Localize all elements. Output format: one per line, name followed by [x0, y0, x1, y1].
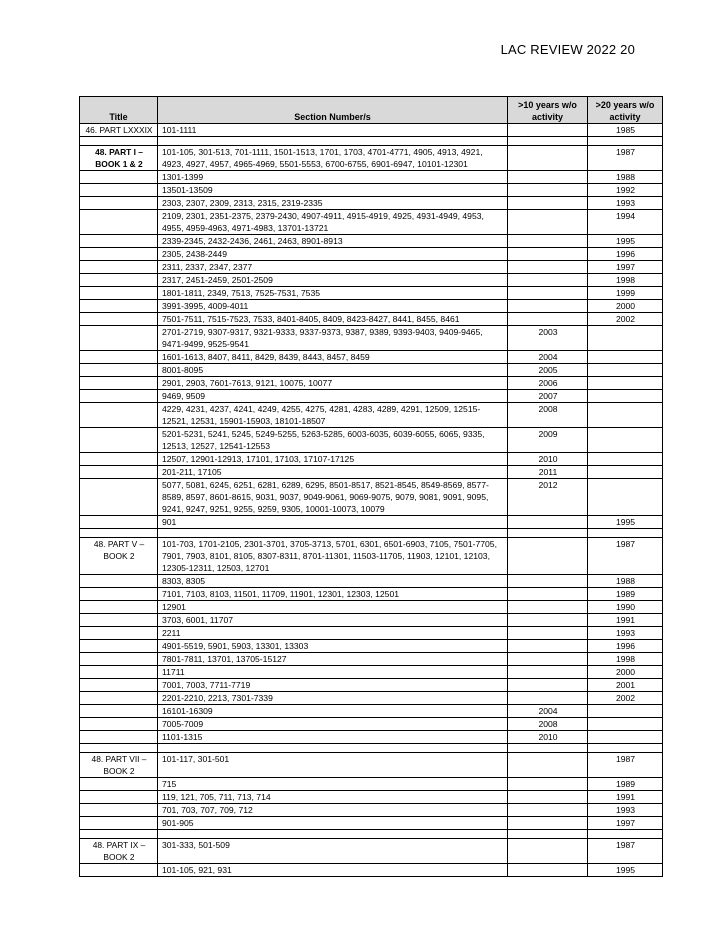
column-header-10-years: >10 years w/o activity	[508, 97, 588, 124]
ten-years-cell	[508, 692, 588, 705]
twenty-years-cell	[588, 390, 663, 403]
twenty-years-cell: 1993	[588, 627, 663, 640]
table-row	[80, 479, 663, 516]
twenty-years-cell: 1993	[588, 804, 663, 817]
title-cell	[80, 864, 158, 877]
twenty-years-cell: 1991	[588, 791, 663, 804]
section-numbers-cell: 2303, 2307, 2309, 2313, 2315, 2319-2335	[158, 197, 508, 210]
section-numbers-cell: 2311, 2337, 2347, 2377	[158, 261, 508, 274]
section-numbers-cell: 101-1111	[158, 124, 508, 137]
empty-cell	[158, 830, 508, 839]
table-row	[80, 804, 663, 817]
table-spacer-row	[80, 529, 663, 538]
ten-years-cell	[508, 197, 588, 210]
table-row	[80, 274, 663, 287]
table-row	[80, 666, 663, 679]
empty-cell	[158, 137, 508, 146]
title-cell: 48. PART VII – BOOK 2	[80, 753, 158, 778]
title-cell	[80, 692, 158, 705]
title-cell	[80, 705, 158, 718]
section-numbers-cell: 16101-16309	[158, 705, 508, 718]
table-row	[80, 864, 663, 877]
ten-years-cell: 2008	[508, 403, 588, 428]
ten-years-cell	[508, 274, 588, 287]
table-row	[80, 627, 663, 640]
section-numbers-cell: 3991-3995, 4009-4011	[158, 300, 508, 313]
twenty-years-cell: 1988	[588, 575, 663, 588]
empty-cell	[80, 137, 158, 146]
twenty-years-cell: 1987	[588, 538, 663, 575]
title-cell	[80, 778, 158, 791]
ten-years-cell: 2010	[508, 731, 588, 744]
title-cell	[80, 804, 158, 817]
twenty-years-cell: 2002	[588, 692, 663, 705]
twenty-years-cell: 1988	[588, 171, 663, 184]
twenty-years-cell: 1997	[588, 261, 663, 274]
section-numbers-cell: 2901, 2903, 7601-7613, 9121, 10075, 10077	[158, 377, 508, 390]
ten-years-cell	[508, 839, 588, 864]
ten-years-cell	[508, 864, 588, 877]
twenty-years-cell: 2000	[588, 666, 663, 679]
sections-table	[79, 96, 663, 877]
twenty-years-cell: 1996	[588, 248, 663, 261]
empty-cell	[508, 744, 588, 753]
section-numbers-cell: 101-105, 921, 931	[158, 864, 508, 877]
empty-cell	[80, 529, 158, 538]
ten-years-cell: 2010	[508, 453, 588, 466]
section-numbers-cell: 4229, 4231, 4237, 4241, 4249, 4255, 4275, 4281, 4283, 4289, 4291, 12509, 12515-12521, 12531, 15901-15903, 18101-18507	[158, 403, 508, 428]
ten-years-cell: 2004	[508, 351, 588, 364]
ten-years-cell	[508, 171, 588, 184]
title-cell	[80, 403, 158, 428]
ten-years-cell	[508, 817, 588, 830]
twenty-years-cell: 2002	[588, 313, 663, 326]
table-row	[80, 390, 663, 403]
title-cell	[80, 601, 158, 614]
title-cell	[80, 351, 158, 364]
section-numbers-cell: 12901	[158, 601, 508, 614]
title-cell	[80, 390, 158, 403]
section-numbers-cell: 701, 703, 707, 709, 712	[158, 804, 508, 817]
title-cell	[80, 171, 158, 184]
ten-years-cell	[508, 235, 588, 248]
twenty-years-cell: 1994	[588, 210, 663, 235]
title-cell	[80, 614, 158, 627]
section-numbers-cell: 7001, 7003, 7711-7719	[158, 679, 508, 692]
twenty-years-cell	[588, 705, 663, 718]
title-cell	[80, 197, 158, 210]
section-numbers-cell: 9469, 9509	[158, 390, 508, 403]
empty-cell	[508, 830, 588, 839]
title-cell	[80, 210, 158, 235]
section-numbers-cell: 3703, 6001, 11707	[158, 614, 508, 627]
title-cell	[80, 516, 158, 529]
title-cell	[80, 453, 158, 466]
title-cell	[80, 274, 158, 287]
title-cell	[80, 377, 158, 390]
section-numbers-cell: 1601-1613, 8407, 8411, 8429, 8439, 8443, 8457, 8459	[158, 351, 508, 364]
table-row	[80, 313, 663, 326]
ten-years-cell	[508, 588, 588, 601]
table-row	[80, 171, 663, 184]
table-spacer-row	[80, 744, 663, 753]
ten-years-cell	[508, 313, 588, 326]
table-row	[80, 146, 663, 171]
ten-years-cell	[508, 791, 588, 804]
section-numbers-cell: 2339-2345, 2432-2436, 2461, 2463, 8901-8913	[158, 235, 508, 248]
title-cell	[80, 653, 158, 666]
title-cell: 48. PART I – BOOK 1 & 2	[80, 146, 158, 171]
empty-cell	[588, 830, 663, 839]
empty-cell	[158, 529, 508, 538]
table-row	[80, 601, 663, 614]
table-row	[80, 300, 663, 313]
ten-years-cell	[508, 287, 588, 300]
title-cell	[80, 248, 158, 261]
table-row	[80, 403, 663, 428]
table-row	[80, 351, 663, 364]
title-cell	[80, 640, 158, 653]
column-header-title: Title	[80, 97, 158, 124]
ten-years-cell	[508, 184, 588, 197]
twenty-years-cell: 1998	[588, 653, 663, 666]
twenty-years-cell	[588, 351, 663, 364]
table-row	[80, 124, 663, 137]
table-row	[80, 261, 663, 274]
table-row	[80, 235, 663, 248]
section-numbers-cell: 2109, 2301, 2351-2375, 2379-2430, 4907-4911, 4915-4919, 4925, 4931-4949, 4953, 4955, 4959-4963, 4971-4983, 13701-13721	[158, 210, 508, 235]
title-cell	[80, 364, 158, 377]
title-cell: 46. PART LXXXIX	[80, 124, 158, 137]
table-row	[80, 184, 663, 197]
section-numbers-cell: 901	[158, 516, 508, 529]
empty-cell	[588, 137, 663, 146]
title-cell	[80, 817, 158, 830]
table-row	[80, 640, 663, 653]
twenty-years-cell	[588, 453, 663, 466]
table-row	[80, 718, 663, 731]
twenty-years-cell: 1992	[588, 184, 663, 197]
table-row	[80, 538, 663, 575]
section-numbers-cell: 11711	[158, 666, 508, 679]
twenty-years-cell: 1987	[588, 753, 663, 778]
ten-years-cell	[508, 516, 588, 529]
title-cell	[80, 666, 158, 679]
twenty-years-cell: 1990	[588, 601, 663, 614]
table-row	[80, 817, 663, 830]
section-numbers-cell: 101-117, 301-501	[158, 753, 508, 778]
title-cell	[80, 588, 158, 601]
twenty-years-cell: 1999	[588, 287, 663, 300]
ten-years-cell	[508, 261, 588, 274]
empty-cell	[588, 744, 663, 753]
table-row	[80, 778, 663, 791]
ten-years-cell	[508, 679, 588, 692]
section-numbers-cell: 7801-7811, 13701, 13705-15127	[158, 653, 508, 666]
section-numbers-cell: 7501-7511, 7515-7523, 7533, 8401-8405, 8409, 8423-8427, 8441, 8455, 8461	[158, 313, 508, 326]
title-cell	[80, 428, 158, 453]
ten-years-cell	[508, 124, 588, 137]
twenty-years-cell	[588, 731, 663, 744]
title-cell: 48. PART V – BOOK 2	[80, 538, 158, 575]
twenty-years-cell: 1998	[588, 274, 663, 287]
ten-years-cell	[508, 300, 588, 313]
twenty-years-cell: 1987	[588, 146, 663, 171]
section-numbers-cell: 8303, 8305	[158, 575, 508, 588]
title-cell	[80, 627, 158, 640]
ten-years-cell: 2011	[508, 466, 588, 479]
section-numbers-cell: 7005-7009	[158, 718, 508, 731]
twenty-years-cell	[588, 479, 663, 516]
title-cell	[80, 300, 158, 313]
ten-years-cell: 2005	[508, 364, 588, 377]
empty-cell	[508, 137, 588, 146]
ten-years-cell	[508, 538, 588, 575]
section-numbers-cell: 101-105, 301-513, 701-1111, 1501-1513, 1701, 1703, 4701-4771, 4905, 4913, 4921, 4923, 4927, 4957, 4965-4969, 5501-5553, 6700-6755, 6901-6947, 10101-12301	[158, 146, 508, 171]
ten-years-cell	[508, 146, 588, 171]
title-cell	[80, 466, 158, 479]
section-numbers-cell: 1801-1811, 2349, 7513, 7525-7531, 7535	[158, 287, 508, 300]
empty-cell	[80, 830, 158, 839]
twenty-years-cell: 1989	[588, 588, 663, 601]
section-numbers-cell: 2201-2210, 2213, 7301-7339	[158, 692, 508, 705]
ten-years-cell	[508, 778, 588, 791]
section-numbers-cell: 13501-13509	[158, 184, 508, 197]
empty-cell	[158, 744, 508, 753]
table-row	[80, 839, 663, 864]
table-row	[80, 753, 663, 778]
table-row	[80, 453, 663, 466]
title-cell	[80, 731, 158, 744]
twenty-years-cell: 2000	[588, 300, 663, 313]
section-numbers-cell: 5201-5231, 5241, 5245, 5249-5255, 5263-5285, 6003-6035, 6039-6055, 6065, 9335, 12513, 12527, 12541-12553	[158, 428, 508, 453]
section-numbers-cell: 1101-1315	[158, 731, 508, 744]
ten-years-cell: 2009	[508, 428, 588, 453]
title-cell	[80, 575, 158, 588]
ten-years-cell: 2012	[508, 479, 588, 516]
twenty-years-cell	[588, 718, 663, 731]
section-numbers-cell: 1301-1399	[158, 171, 508, 184]
table-row	[80, 210, 663, 235]
section-numbers-cell: 119, 121, 705, 711, 713, 714	[158, 791, 508, 804]
section-numbers-cell: 2317, 2451-2459, 2501-2509	[158, 274, 508, 287]
twenty-years-cell: 1995	[588, 235, 663, 248]
twenty-years-cell: 1991	[588, 614, 663, 627]
table-row	[80, 588, 663, 601]
column-header-20-years: >20 years w/o activity	[588, 97, 663, 124]
ten-years-cell	[508, 804, 588, 817]
title-cell	[80, 184, 158, 197]
empty-cell	[508, 529, 588, 538]
title-cell: 48. PART IX – BOOK 2	[80, 839, 158, 864]
twenty-years-cell	[588, 326, 663, 351]
twenty-years-cell	[588, 403, 663, 428]
twenty-years-cell: 1995	[588, 516, 663, 529]
twenty-years-cell: 1989	[588, 778, 663, 791]
ten-years-cell	[508, 601, 588, 614]
ten-years-cell: 2004	[508, 705, 588, 718]
table-row	[80, 679, 663, 692]
section-numbers-cell: 4901-5519, 5901, 5903, 13301, 13303	[158, 640, 508, 653]
ten-years-cell	[508, 627, 588, 640]
empty-cell	[80, 744, 158, 753]
table-row	[80, 197, 663, 210]
title-cell	[80, 313, 158, 326]
ten-years-cell	[508, 614, 588, 627]
section-numbers-cell: 715	[158, 778, 508, 791]
title-cell	[80, 479, 158, 516]
twenty-years-cell	[588, 364, 663, 377]
twenty-years-cell	[588, 377, 663, 390]
section-numbers-cell: 301-333, 501-509	[158, 839, 508, 864]
section-numbers-cell: 101-703, 1701-2105, 2301-3701, 3705-3713, 5701, 6301, 6501-6903, 7105, 7501-7705, 7901, 7903, 8101, 8105, 8307-8311, 8701-11301, 11503-11705, 11903, 12101, 12103, 12305-12311, 12503, 12701	[158, 538, 508, 575]
ten-years-cell	[508, 210, 588, 235]
section-numbers-cell: 2305, 2438-2449	[158, 248, 508, 261]
ten-years-cell	[508, 753, 588, 778]
table-row	[80, 466, 663, 479]
section-numbers-cell: 12507, 12901-12913, 17101, 17103, 17107-17125	[158, 453, 508, 466]
section-numbers-cell: 2701-2719, 9307-9317, 9321-9333, 9337-9373, 9387, 9389, 9393-9403, 9409-9465, 9471-9499, 9525-9541	[158, 326, 508, 351]
section-numbers-cell: 5077, 5081, 6245, 6251, 6281, 6289, 6295, 8501-8517, 8521-8545, 8549-8569, 8577-8589, 8597, 8601-8615, 9031, 9037, 9049-9061, 9069-9075, 9079, 9081, 9091, 9095, 9241, 9247, 9251, 9255, 9259, 9305, 10001-10073, 10079	[158, 479, 508, 516]
section-numbers-cell: 7101, 7103, 8103, 11501, 11709, 11901, 12301, 12303, 12501	[158, 588, 508, 601]
title-cell	[80, 287, 158, 300]
title-cell	[80, 679, 158, 692]
table-row	[80, 614, 663, 627]
section-numbers-cell: 2211	[158, 627, 508, 640]
ten-years-cell	[508, 666, 588, 679]
section-numbers-cell: 901-905	[158, 817, 508, 830]
column-header-sections: Section Number/s	[158, 97, 508, 124]
title-cell	[80, 261, 158, 274]
table-row	[80, 575, 663, 588]
twenty-years-cell: 1985	[588, 124, 663, 137]
table-row	[80, 516, 663, 529]
table-row	[80, 326, 663, 351]
ten-years-cell	[508, 640, 588, 653]
table-row	[80, 791, 663, 804]
empty-cell	[588, 529, 663, 538]
page-header: LAC REVIEW 2022 20	[500, 42, 635, 57]
table-row	[80, 653, 663, 666]
section-numbers-cell: 8001-8095	[158, 364, 508, 377]
twenty-years-cell: 1995	[588, 864, 663, 877]
twenty-years-cell: 1996	[588, 640, 663, 653]
table-spacer-row	[80, 137, 663, 146]
twenty-years-cell: 1997	[588, 817, 663, 830]
title-cell	[80, 235, 158, 248]
ten-years-cell	[508, 575, 588, 588]
table-row	[80, 287, 663, 300]
title-cell	[80, 791, 158, 804]
ten-years-cell	[508, 653, 588, 666]
table-row	[80, 364, 663, 377]
twenty-years-cell: 1987	[588, 839, 663, 864]
ten-years-cell: 2008	[508, 718, 588, 731]
table-row	[80, 692, 663, 705]
table-row	[80, 248, 663, 261]
table-row	[80, 428, 663, 453]
table-row	[80, 705, 663, 718]
twenty-years-cell: 2001	[588, 679, 663, 692]
table-header-row	[80, 97, 663, 124]
ten-years-cell: 2007	[508, 390, 588, 403]
twenty-years-cell: 1993	[588, 197, 663, 210]
table-row	[80, 731, 663, 744]
section-numbers-cell: 201-211, 17105	[158, 466, 508, 479]
title-cell	[80, 718, 158, 731]
ten-years-cell: 2006	[508, 377, 588, 390]
twenty-years-cell	[588, 428, 663, 453]
table-spacer-row	[80, 830, 663, 839]
table-row	[80, 377, 663, 390]
ten-years-cell	[508, 248, 588, 261]
ten-years-cell: 2003	[508, 326, 588, 351]
twenty-years-cell	[588, 466, 663, 479]
title-cell	[80, 326, 158, 351]
